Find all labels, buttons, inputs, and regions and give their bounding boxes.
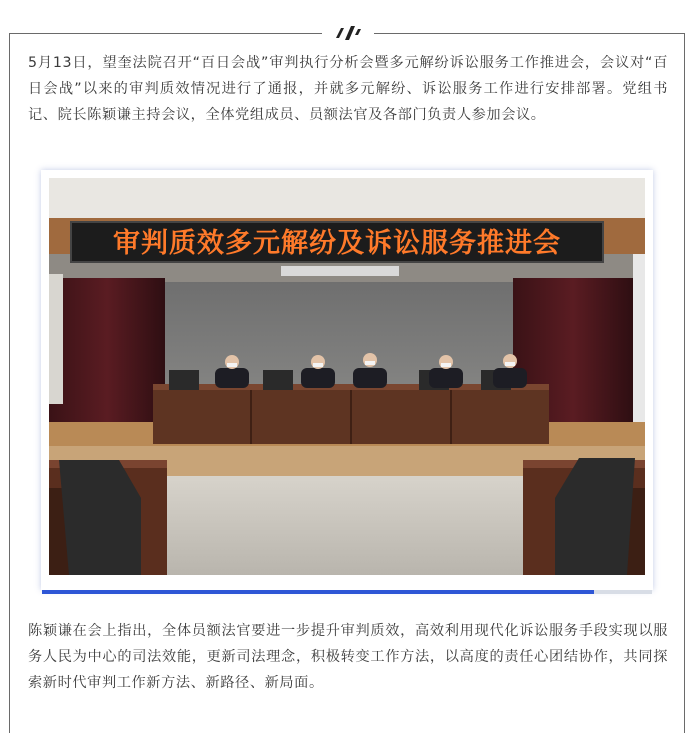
led-banner-text: 审判质效多元解纷及诉讼服务推进会 bbox=[113, 228, 561, 259]
meeting-photo bbox=[49, 178, 645, 575]
slash-decoration-icon bbox=[330, 22, 366, 44]
body-paragraph: 陈颖谦在会上指出，全体员额法官要进一步提升审判质效，高效利用现代化诉讼服务手段实现以服务人民为中心的司法效能，更新司法理念，积极转变工作方法，以高度的责任心团结协作，共同探索新时代审判工作新方法、新路径、新局面。 bbox=[28, 623, 668, 691]
intro-paragraph: 5月13日，望奎法院召开“百日会战”审判执行分析会暨多元解纷诉讼服务工作推进会，会议对“百日会战”以来的审判质效情况进行了通报，并就多元解纷、诉讼服务工作进行安排部署。党组书记、院长陈颖谦主持会议，全体党组成员、员额法官及各部门负责人参加会议。 bbox=[28, 55, 668, 123]
accent-progress-bar bbox=[42, 590, 594, 594]
accent-bar-track bbox=[594, 590, 652, 594]
